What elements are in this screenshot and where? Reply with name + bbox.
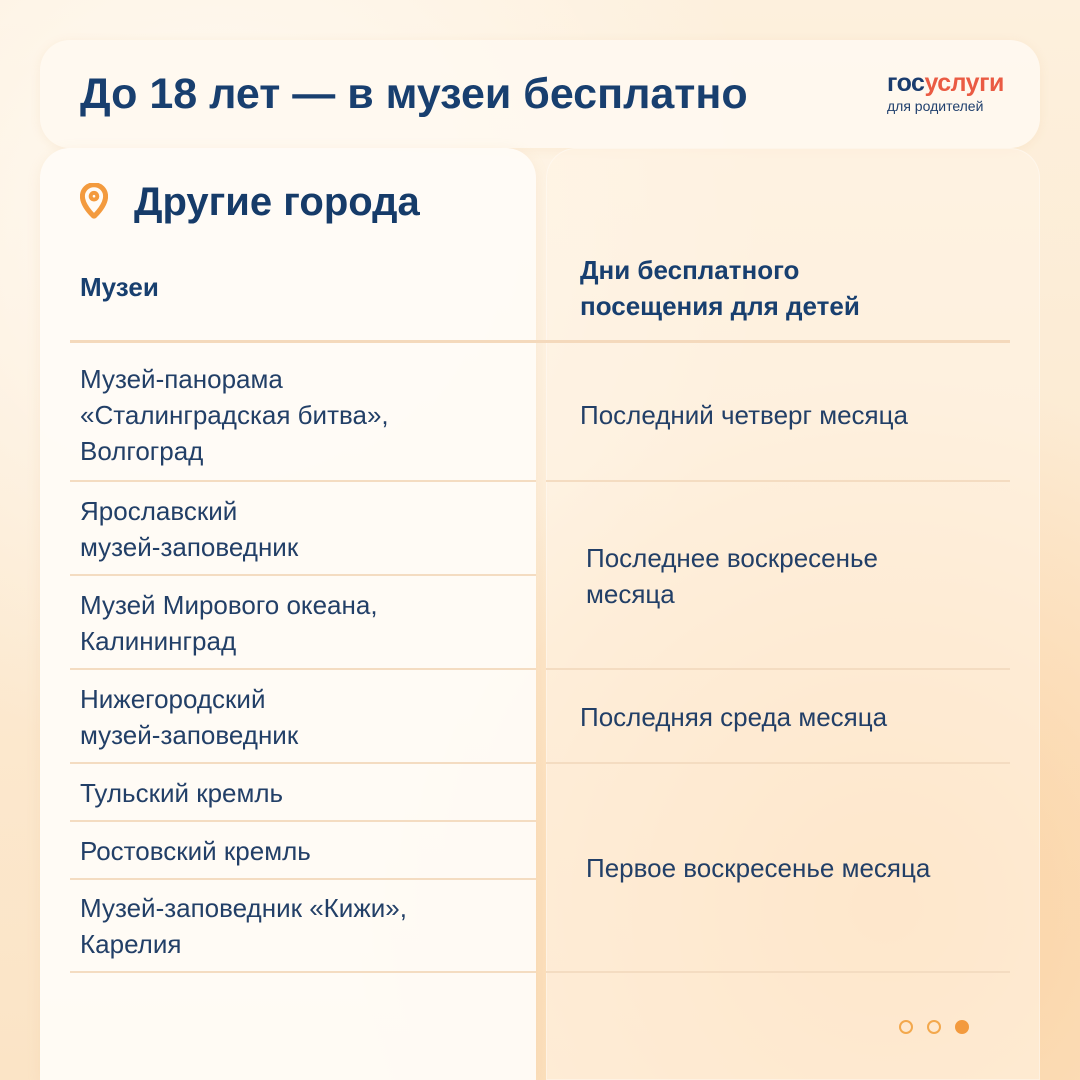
logo-uslugi-text: услуги [924,69,1004,97]
logo-subtitle: для родителей [887,98,984,114]
museum-name: Ростовский кремль [80,835,311,866]
table-header-divider [70,340,1010,343]
museum-row [80,350,526,480]
free-day-text: Последняя среда месяца [580,702,888,732]
free-day-cell [580,350,1010,480]
logo-wordmark [887,70,1009,96]
museum-name: Ярославский музей-заповедник [80,496,299,562]
logo-gos-text: гос [887,69,925,97]
free-day-cell [580,764,1010,972]
free-day-text: Последний четверг месяца [580,400,908,430]
museum-info-card [40,148,1040,1080]
section-heading [80,178,420,226]
museum-row-divider [70,971,536,973]
pagination-dot-inactive [899,1020,913,1034]
free-day-cell [580,482,1010,670]
museum-name: Музей-панорама «Сталинградская битва», Волгоград [80,364,389,466]
museum-row [80,822,526,879]
pagination-dot-inactive [927,1020,941,1034]
museum-row [80,764,526,821]
gosuslugi-logo [887,70,1009,120]
museum-name: Нижегородский музей-заповедник [80,684,299,750]
museum-row [80,670,526,764]
museum-name: Музей Мирового океана, Калининград [80,590,378,656]
museum-row [80,576,526,670]
header-card [40,40,1040,148]
free-day-divider [546,971,1010,973]
museum-row [80,880,526,972]
location-pin-icon [80,183,108,221]
free-day-text: Первое воскресенье месяца [586,853,931,883]
museum-row [80,482,526,576]
free-day-cell [580,670,1010,764]
page-title: До 18 лет — в музеи бесплатно [80,70,748,118]
museum-name: Музей-заповедник «Кижи», Карелия [80,893,407,959]
free-days-column-header: Дни бесплатного посещения для детей [580,255,860,321]
pagination-indicator [899,1018,969,1036]
museums-column-header: Музеи [80,272,159,302]
section-title: Другие города [134,180,420,224]
museum-name: Тульский кремль [80,777,284,808]
pagination-dot-active [955,1020,969,1034]
free-day-text: Последнее воскресенье месяца [586,543,878,609]
